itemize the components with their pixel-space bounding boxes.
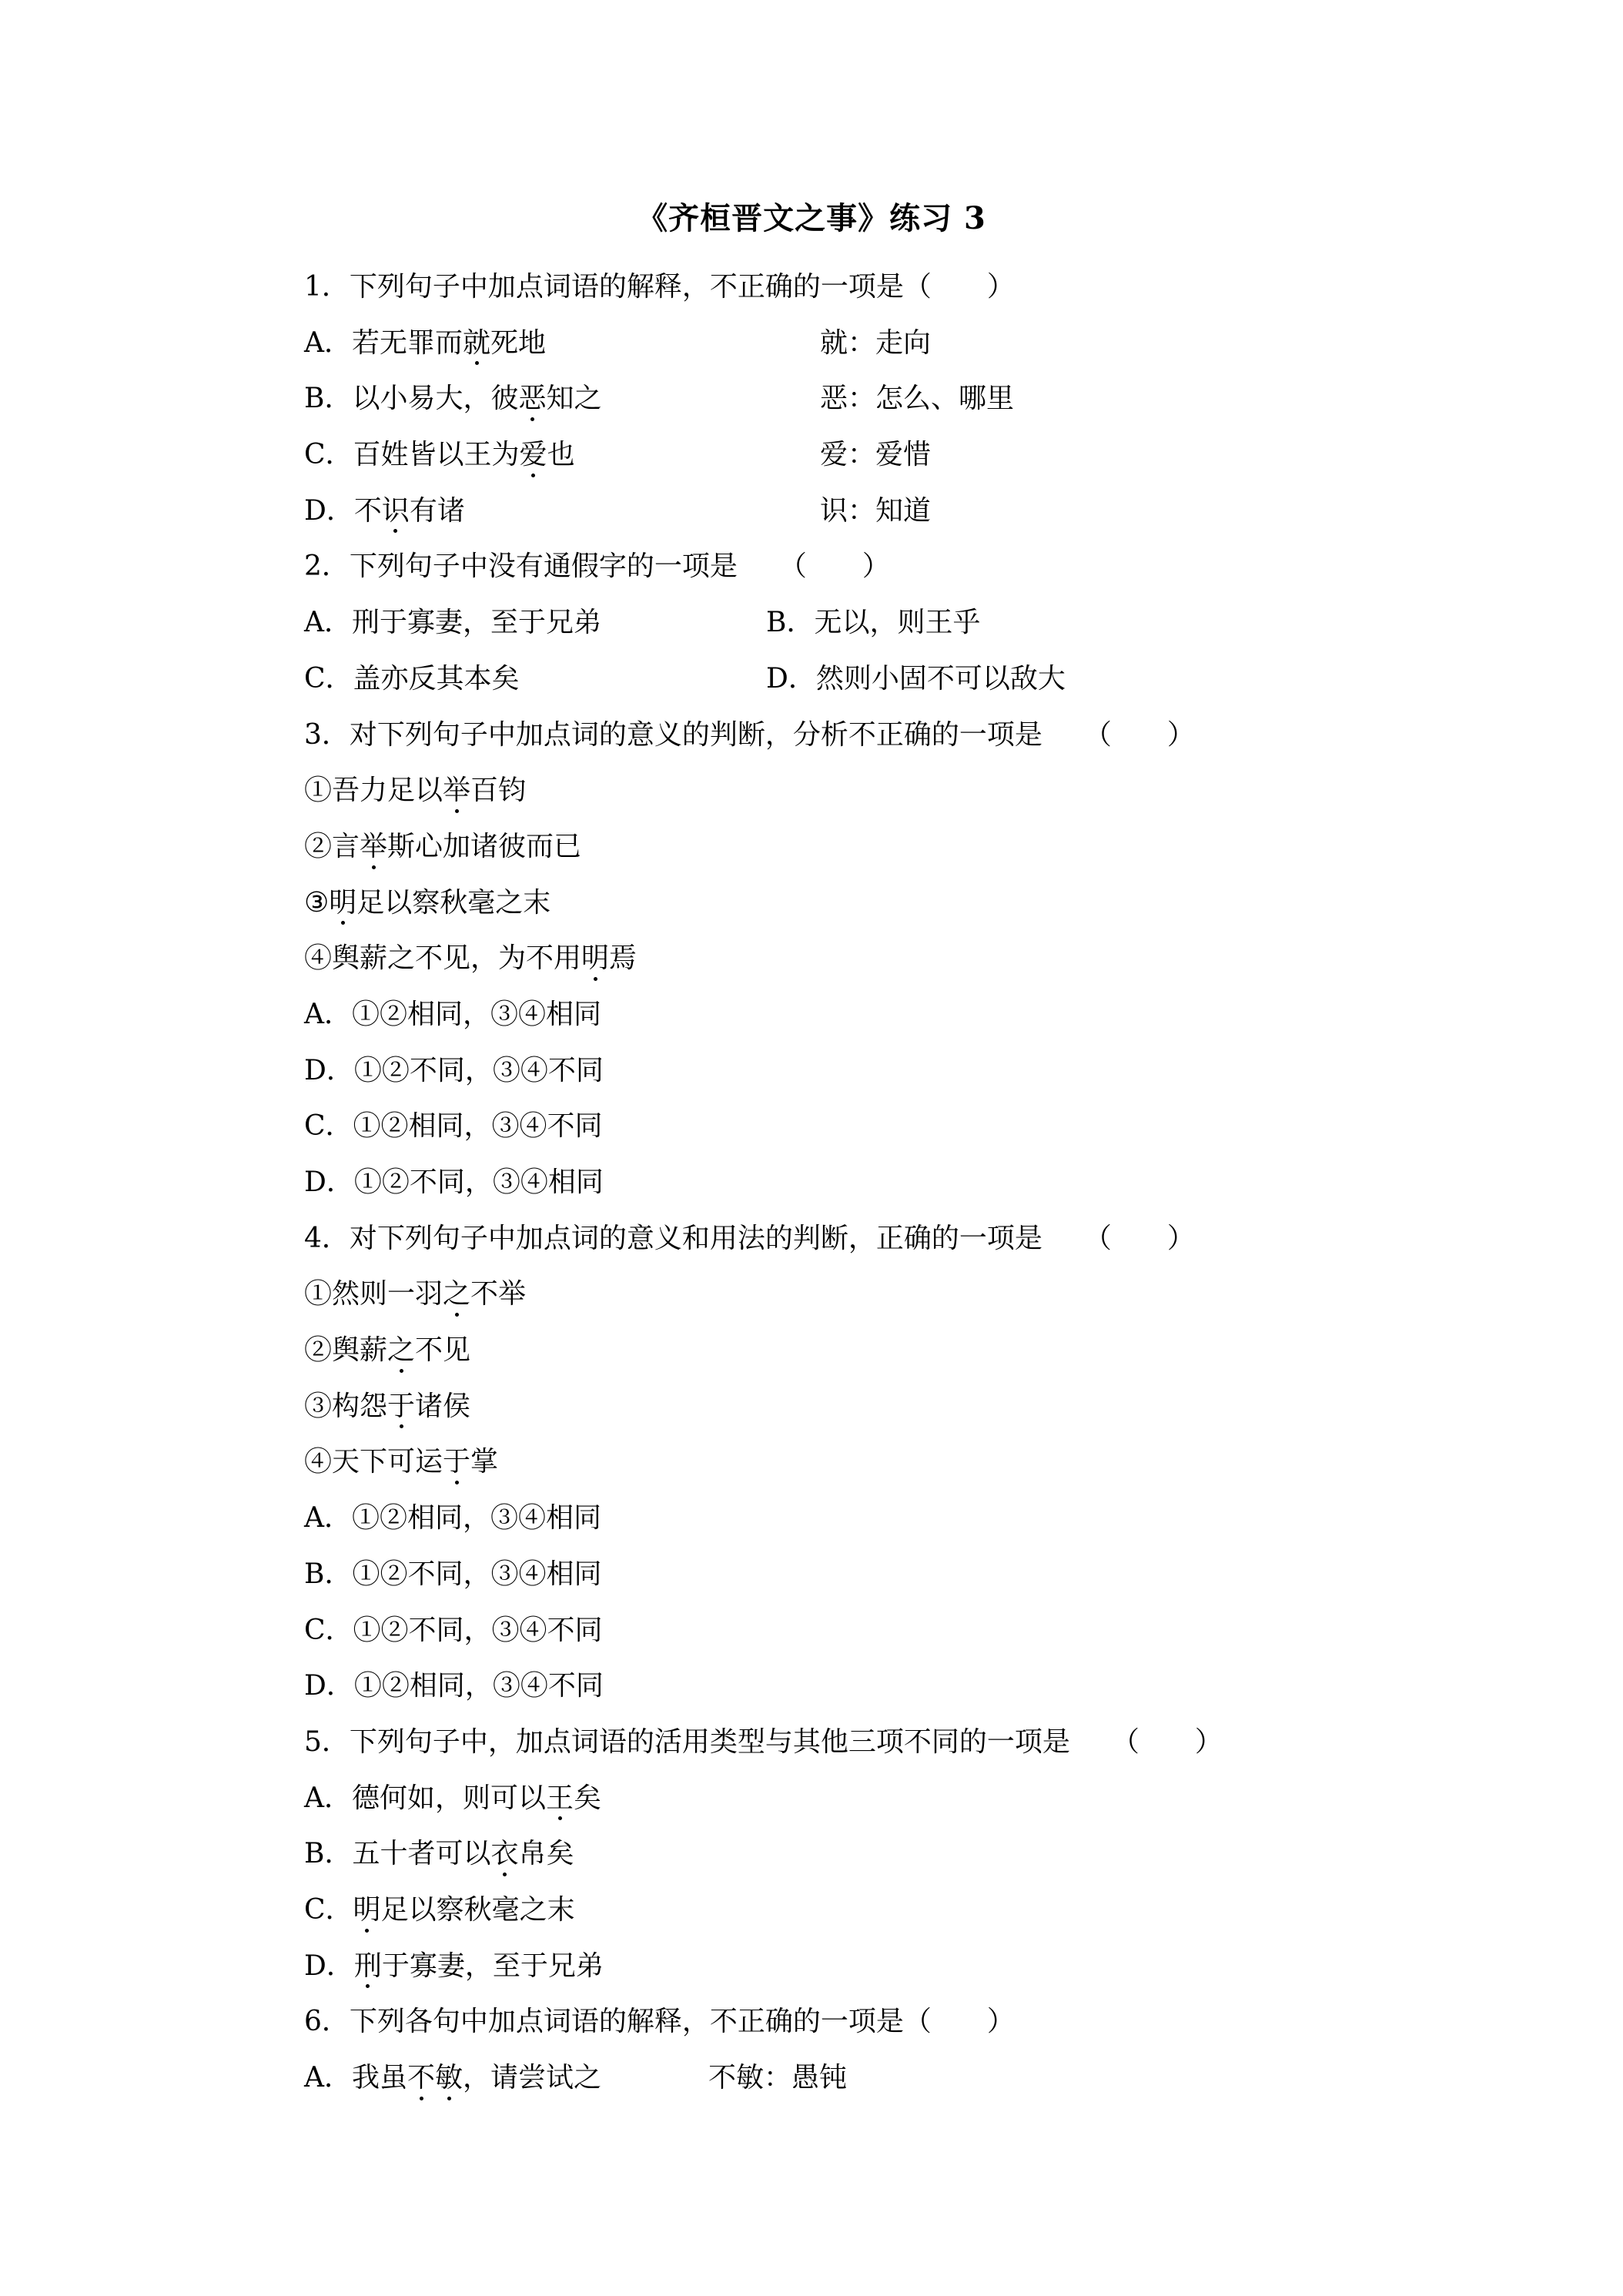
text-line [304, 1994, 1382, 2050]
text-segment: 斯心加诸彼而已 [387, 830, 582, 862]
line-text [304, 383, 602, 414]
line-text [304, 1838, 574, 1869]
text-line [304, 427, 1382, 484]
text-segment: 有诸 [409, 494, 465, 527]
line-text [304, 719, 1195, 751]
line-text [304, 1558, 601, 1590]
text-segment: ②舆薪 [304, 1334, 388, 1367]
text-segment: 于寡妻，至于兄弟 [381, 1950, 604, 1982]
text-segment: A．若无罪而 [304, 326, 463, 359]
explanation-text: 爱：爱惜 [820, 439, 932, 471]
text-line [304, 1491, 1382, 1547]
emphasized-word: 于 [387, 1379, 415, 1435]
line-text [304, 831, 581, 862]
line-text [304, 999, 601, 1030]
text-segment: D．①②不同，③④相同 [304, 1166, 604, 1198]
text-segment: C．百姓皆以王为 [304, 439, 520, 471]
text-line [304, 1603, 1382, 1659]
line-text [304, 663, 520, 694]
document-title: 《齐桓晋文之事》练习 3 [637, 200, 986, 236]
text-segment: 死地 [490, 326, 547, 359]
text-segment: 帛矣 [518, 1838, 574, 1870]
text-line [304, 1155, 1382, 1211]
text-segment: 足以察秋毫之末 [356, 886, 551, 919]
explanation-text: 识：知道 [820, 494, 932, 527]
emphasized-word: 王 [546, 1771, 574, 1827]
text-segment: ，请尝试之 [463, 2062, 602, 2094]
text-line [304, 484, 1382, 540]
emphasis-dot [594, 977, 597, 981]
emphasized-word: 识 [382, 484, 410, 540]
text-line [304, 1099, 1382, 1155]
text-segment: ③构怨 [304, 1390, 388, 1422]
emphasis-dot [558, 1816, 562, 1820]
text-segment: 焉 [609, 942, 637, 975]
text-line [304, 763, 1382, 819]
line-text [304, 1894, 575, 1926]
emphasis-dot [366, 1984, 370, 1988]
emphasis-dot [455, 1481, 459, 1484]
text-segment: 不举 [470, 1278, 527, 1310]
line-text [304, 1055, 604, 1086]
emphasized-word: 于 [443, 1434, 470, 1491]
explanation-text: 不敏：愚钝 [708, 2062, 848, 2094]
emphasized-word: 明 [329, 875, 356, 932]
text-segment: 也 [547, 439, 575, 471]
emphasized-word: 明 [581, 931, 609, 987]
text-segment: D．①②相同，③④不同 [304, 1670, 604, 1702]
text-line [304, 1267, 1382, 1323]
text-line [304, 1211, 1382, 1267]
text-segment: 足以察秋毫之末 [380, 1893, 575, 1926]
text-segment: D．不 [304, 494, 382, 527]
line-text [304, 1782, 601, 1814]
text-segment: B．五十者可以 [304, 1838, 491, 1870]
text-segment: ③ [304, 886, 330, 919]
emphasis-dot [400, 1424, 403, 1428]
text-line [304, 1939, 1382, 1995]
explanation-text: 恶：怎么、哪里 [820, 383, 1015, 415]
text-line [304, 819, 1382, 875]
text-segment: D． [304, 1950, 354, 1982]
text-segment: A．我虽 [304, 2062, 407, 2094]
text-segment: A．①②相同，③④相同 [304, 998, 601, 1030]
text-line [304, 1826, 1382, 1883]
line-text [304, 271, 1015, 303]
explanation-text: 就：走向 [820, 326, 932, 359]
emphasis-dot [503, 1873, 507, 1876]
emphasis-dot [475, 361, 479, 365]
text-segment: C．①②相同，③④不同 [304, 1110, 603, 1143]
text-segment: 百钧 [470, 775, 527, 807]
text-segment: A．德何如，则可以 [304, 1782, 546, 1814]
emphasized-word: 恶 [518, 371, 546, 427]
option-column-two: D．然则小固不可以敌大 [766, 662, 1066, 694]
line-text [304, 2006, 1015, 2037]
line-text [304, 495, 465, 527]
line-text [304, 942, 637, 974]
text-segment: C．①②不同，③④不同 [304, 1614, 603, 1646]
line-text [304, 327, 546, 359]
text-segment: ②言 [304, 830, 360, 862]
text-line [304, 539, 1382, 595]
exercise-lines [304, 259, 1382, 2107]
line-text [304, 1166, 604, 1198]
text-line [304, 1658, 1382, 1715]
text-segment: 矣 [574, 1782, 602, 1814]
text-line [304, 1043, 1382, 1099]
emphasis-dot [530, 417, 534, 421]
emphasis-dot [455, 1313, 459, 1317]
text-segment: 6．下列各句中加点词语的解释，不正确的一项是（ ） [304, 2006, 1015, 2038]
line-text [304, 551, 890, 582]
text-segment: B．以小易大，彼 [304, 383, 519, 415]
line-text [304, 1950, 604, 1982]
line-text [304, 439, 575, 470]
text-line [304, 987, 1382, 1043]
emphasis-dot [400, 1369, 403, 1373]
emphasized-word: 不 [407, 2050, 435, 2107]
line-text [304, 1223, 1195, 1254]
emphasized-word: 刑 [354, 1939, 382, 1995]
text-segment: 不见 [415, 1334, 471, 1367]
emphasized-word: 举 [443, 763, 470, 819]
emphasized-word: 之 [387, 1323, 415, 1379]
text-line [304, 1323, 1382, 1379]
emphasized-word: 举 [360, 819, 387, 875]
emphasis-dot [393, 529, 397, 533]
line-text [304, 1726, 1223, 1758]
text-line [304, 708, 1382, 764]
line-text [304, 1615, 603, 1646]
text-line [304, 316, 1382, 372]
emphasis-dot [365, 1929, 369, 1933]
text-segment: 掌 [470, 1446, 499, 1478]
text-line [304, 1547, 1382, 1603]
text-segment: 4．对下列句子中加点词的意义和用法的判断，正确的一项是 （ ） [304, 1222, 1195, 1254]
line-text [304, 775, 526, 806]
text-segment: 3．对下列句子中加点词的意义的判断，分析不正确的一项是 （ ） [304, 718, 1195, 751]
text-line [304, 2050, 1382, 2107]
line-text [304, 887, 550, 919]
option-column-two: B．无以，则王乎 [766, 607, 981, 639]
text-line [304, 1715, 1382, 1771]
text-line [304, 875, 1382, 932]
emphasis-dot [455, 809, 459, 813]
emphasis-dot [420, 2097, 423, 2100]
text-segment: ①然则一羽 [304, 1278, 443, 1310]
text-segment: 5．下列句子中，加点词语的活用类型与其他三项不同的一项是 （ ） [304, 1725, 1223, 1758]
text-line [304, 1771, 1382, 1827]
emphasized-word: 就 [463, 316, 490, 372]
emphasis-dot [531, 474, 535, 477]
text-segment: 2．下列句子中没有通假字的一项是 （ ） [304, 551, 890, 583]
line-text [304, 607, 601, 638]
line-text [304, 2062, 601, 2094]
line-text [304, 1502, 601, 1534]
text-segment: ①吾力足以 [304, 775, 443, 807]
line-text [304, 1446, 498, 1478]
emphasis-dot [372, 865, 376, 869]
text-segment: 知之 [546, 383, 602, 415]
text-segment: C． [304, 1893, 353, 1926]
text-segment: ④天下可运 [304, 1446, 443, 1478]
emphasized-word: 明 [353, 1883, 381, 1939]
text-line [304, 259, 1382, 316]
text-segment: 诸侯 [415, 1390, 471, 1422]
text-segment: C．盖亦反其本矣 [304, 662, 520, 694]
text-segment: 1．下列句子中加点词语的解释，不正确的一项是（ ） [304, 271, 1015, 303]
emphasized-word: 敏 [435, 2050, 463, 2107]
text-line [304, 651, 1382, 708]
text-line [304, 1883, 1382, 1939]
text-line [304, 371, 1382, 427]
emphasized-word: 爱 [520, 427, 547, 484]
line-text [304, 1110, 603, 1142]
line-text [304, 1278, 526, 1310]
text-segment: A．①②相同，③④相同 [304, 1502, 601, 1535]
text-segment: B．①②不同，③④相同 [304, 1558, 602, 1590]
emphasized-word: 之 [443, 1267, 470, 1323]
text-line [304, 1379, 1382, 1435]
emphasized-word: 衣 [490, 1826, 518, 1883]
text-line [304, 595, 1382, 651]
text-line [304, 1434, 1382, 1491]
line-text [304, 1670, 604, 1702]
line-text [304, 1334, 470, 1366]
text-segment: A．刑于寡妻，至于兄弟 [304, 607, 601, 639]
emphasis-dot [447, 2097, 451, 2100]
emphasis-dot [341, 921, 345, 925]
line-text [304, 1391, 470, 1422]
text-segment: D．①②不同，③④不同 [304, 1054, 604, 1086]
text-segment: ④舆薪之不见，为不用 [304, 942, 582, 975]
text-line [304, 931, 1382, 987]
